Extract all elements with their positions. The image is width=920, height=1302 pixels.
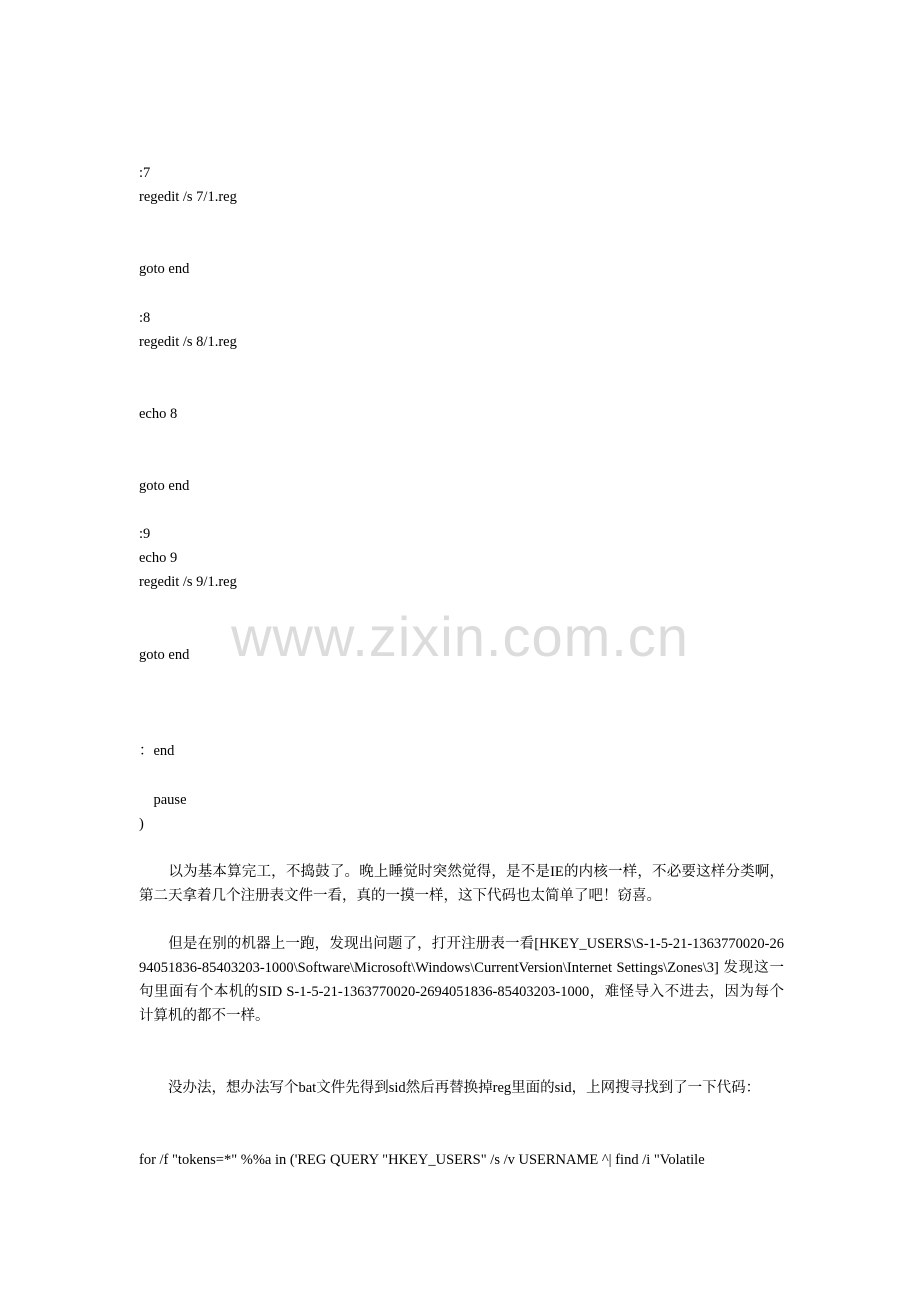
code-line: ) bbox=[139, 816, 144, 832]
code-line: echo 9 bbox=[139, 550, 178, 566]
paragraph: 但是在别的机器上一跑，发现出问题了，打开注册表一看[HKEY_USERS\S-1-5-21-1363770020-2694051836-85403203-1000\Software\Microsoft\Windows\CurrentVersion\Internet Settings\Zones\3] 发现这一句里面有个本机的SID S-1-5-21-1363770020-2694051836-85403203-1000，难怪导入不进去，因为每个计算机的都不一样。 bbox=[139, 936, 784, 1024]
code-line: regedit /s 9/1.reg bbox=[139, 574, 237, 590]
code-line: regedit /s 8/1.reg bbox=[139, 334, 237, 350]
code-line: goto end bbox=[139, 261, 190, 277]
paragraph: 没办法，想办法写个bat文件先得到sid然后再替换掉reg里面的sid，上网搜寻找到了一下代码： bbox=[139, 1080, 761, 1096]
code-line: pause bbox=[139, 792, 187, 808]
code-line: :7 bbox=[139, 165, 151, 181]
code-line: ：end bbox=[139, 743, 175, 759]
code-line: echo 8 bbox=[139, 406, 178, 422]
code-line: :9 bbox=[139, 526, 151, 542]
paragraph: 以为基本算完工，不捣鼓了。晚上睡觉时突然觉得，是不是IE的内核一样，不必要这样分类啊，第二天拿着几个注册表文件一看，真的一摸一样，这下代码也太简单了吧！窃喜。 bbox=[139, 864, 784, 904]
code-line: for /f "tokens=*" %%a in ('REG QUERY "HKEY_USERS" /s /v USERNAME ^| find /i "Volatile bbox=[139, 1152, 705, 1168]
watermark: www.zixin.com.cn bbox=[231, 605, 689, 668]
code-line: goto end bbox=[139, 647, 190, 663]
code-line: goto end bbox=[139, 478, 190, 494]
code-line: regedit /s 7/1.reg bbox=[139, 189, 237, 205]
code-line: :8 bbox=[139, 310, 151, 326]
